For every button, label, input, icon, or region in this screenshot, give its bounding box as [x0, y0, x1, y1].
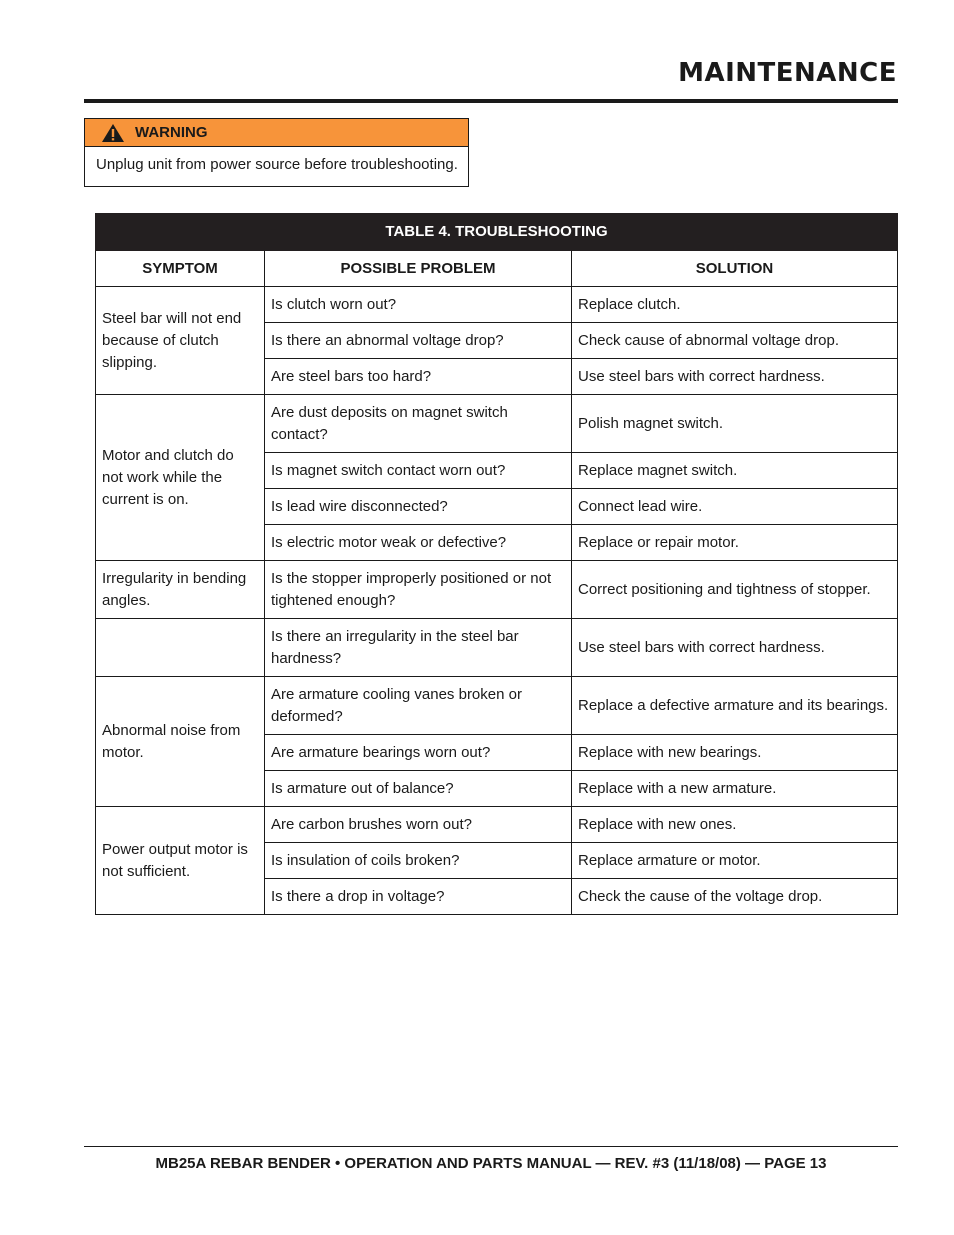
- table-caption: TABLE 4. TROUBLESHOOTING: [96, 214, 898, 251]
- problem-cell: Are dust deposits on magnet switch contact?: [265, 395, 572, 453]
- problem-cell: Is there an abnormal voltage drop?: [265, 323, 572, 359]
- footer-rule: [84, 1146, 898, 1147]
- problem-cell: Is electric motor weak or defective?: [265, 525, 572, 561]
- problem-cell: Are carbon brushes worn out?: [265, 807, 572, 843]
- symptom-cell: [96, 619, 265, 677]
- problem-cell: Is the stopper improperly positioned or not tightened enough?: [265, 561, 572, 619]
- solution-cell: Correct positioning and tightness of stopper.: [572, 561, 898, 619]
- solution-cell: Check cause of abnormal voltage drop.: [572, 323, 898, 359]
- solution-cell: Replace clutch.: [572, 287, 898, 323]
- symptom-cell: Steel bar will not end because of clutch slipping.: [96, 287, 265, 395]
- symptom-cell: Motor and clutch do not work while the current is on.: [96, 395, 265, 561]
- page-title: MAINTENANCE: [678, 58, 897, 88]
- warning-box: [84, 118, 469, 187]
- problem-cell: Are steel bars too hard?: [265, 359, 572, 395]
- problem-cell: Are armature bearings worn out?: [265, 735, 572, 771]
- solution-cell: Use steel bars with correct hardness.: [572, 359, 898, 395]
- solution-cell: Replace armature or motor.: [572, 843, 898, 879]
- problem-cell: Is magnet switch contact worn out?: [265, 453, 572, 489]
- symptom-cell: Abnormal noise from motor.: [96, 677, 265, 807]
- problem-cell: Are armature cooling vanes broken or deformed?: [265, 677, 572, 735]
- solution-cell: Replace with a new armature.: [572, 771, 898, 807]
- solution-cell: Replace a defective armature and its bearings.: [572, 677, 898, 735]
- troubleshooting-table: [95, 213, 898, 915]
- table-row: [96, 395, 898, 453]
- table-row: [96, 619, 898, 677]
- warning-triangle-icon: [101, 123, 125, 143]
- page-footer: MB25A REBAR BENDER • OPERATION AND PARTS MANUAL — REV. #3 (11/18/08) — PAGE 13: [155, 1155, 827, 1172]
- table-row: [96, 561, 898, 619]
- problem-cell: Is insulation of coils broken?: [265, 843, 572, 879]
- table-row: [96, 677, 898, 735]
- symptom-cell: Irregularity in bending angles.: [96, 561, 265, 619]
- solution-cell: Use steel bars with correct hardness.: [572, 619, 898, 677]
- problem-cell: Is there an irregularity in the steel bar hardness?: [265, 619, 572, 677]
- warning-header: [85, 119, 468, 147]
- column-header-symptom: SYMPTOM: [96, 251, 265, 287]
- problem-cell: Is clutch worn out?: [265, 287, 572, 323]
- warning-text: Unplug unit from power source before troubleshooting.: [96, 156, 458, 173]
- solution-cell: Replace with new ones.: [572, 807, 898, 843]
- warning-label: WARNING: [135, 124, 208, 141]
- header-rule: [84, 99, 898, 103]
- solution-cell: Replace with new bearings.: [572, 735, 898, 771]
- problem-cell: Is armature out of balance?: [265, 771, 572, 807]
- solution-cell: Polish magnet switch.: [572, 395, 898, 453]
- solution-cell: Connect lead wire.: [572, 489, 898, 525]
- solution-cell: Replace or repair motor.: [572, 525, 898, 561]
- solution-cell: Check the cause of the voltage drop.: [572, 879, 898, 915]
- column-header-solution: SOLUTION: [572, 251, 898, 287]
- table-row: [96, 287, 898, 323]
- problem-cell: Is there a drop in voltage?: [265, 879, 572, 915]
- table-row: [96, 807, 898, 843]
- symptom-cell: Power output motor is not sufficient.: [96, 807, 265, 915]
- problem-cell: Is lead wire disconnected?: [265, 489, 572, 525]
- column-header-problem: POSSIBLE PROBLEM: [265, 251, 572, 287]
- solution-cell: Replace magnet switch.: [572, 453, 898, 489]
